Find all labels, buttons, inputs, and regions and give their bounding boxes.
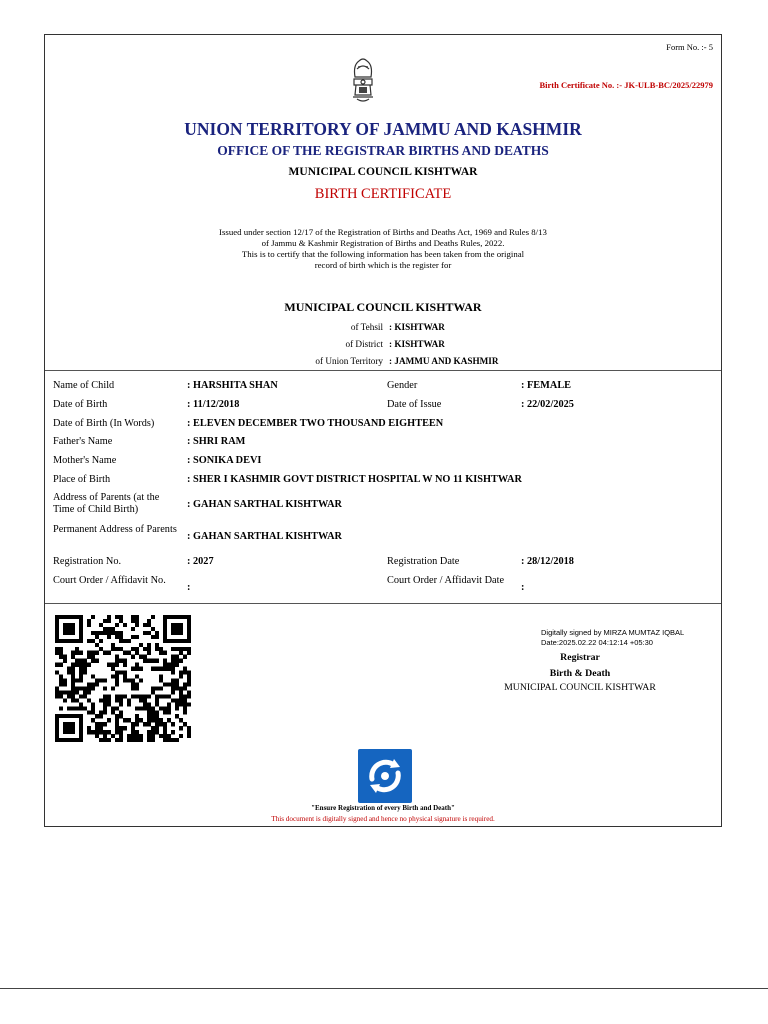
court-order-no-label: Court Order / Affidavit No.: [53, 575, 166, 586]
union-territory-label: of Union Territory: [315, 356, 383, 366]
address-at-birth-value: : GAHAN SARTHAL KISHTWAR: [187, 499, 342, 510]
divider: [45, 603, 721, 604]
court-order-date-value: :: [521, 582, 525, 593]
slogan: "Ensure Registration of every Birth and Death": [311, 804, 455, 812]
date-of-issue-label: Date of Issue: [387, 399, 442, 410]
registration-date-label: Registration Date: [387, 556, 460, 567]
court-order-date-label: Court Order / Affidavit Date: [387, 575, 505, 586]
national-emblem-icon: [345, 55, 381, 107]
intro-line: This is to certify that the following information has been taken from the original: [241, 249, 525, 259]
address-at-birth-label: Address of Parents (at the Time of Child Birth): [53, 492, 160, 515]
digital-signature-date: Date:2025.02.22 04:12:14 +05:30: [541, 638, 653, 647]
child-name-value: : HARSHITA SHAN: [187, 380, 278, 391]
registrar-office: MUNICIPAL COUNCIL KISHTWAR: [504, 682, 656, 693]
title-union-territory: UNION TERRITORY OF JAMMU AND KASHMIR: [184, 119, 582, 139]
child-name-label: Name of Child: [53, 380, 115, 391]
mother-name-value: : SONIKA DEVI: [187, 455, 262, 466]
district-label: of District: [345, 339, 383, 349]
intro-line: Issued under section 12/17 of the Registration of Births and Deaths Act, 1969 and Rules 8/13: [219, 227, 547, 237]
page-bottom-rule: [0, 988, 768, 989]
intro-text: [45, 227, 721, 271]
court-order-no-value: :: [187, 582, 191, 593]
place-of-birth-label: Place of Birth: [53, 474, 111, 485]
office-name: MUNICIPAL COUNCIL KISHTWAR: [284, 300, 482, 314]
birth-certificate-number: Birth Certificate No. :- JK-ULB-BC/2025/22979: [539, 80, 713, 90]
tehsil-value: : KISHTWAR: [389, 322, 445, 332]
form-number: Form No. :- 5: [666, 42, 713, 52]
divider: [45, 370, 721, 371]
gender-value: : FEMALE: [521, 380, 572, 391]
crs-logo-icon: [358, 749, 412, 803]
registration-date-value: : 28/12/2018: [521, 556, 574, 567]
intro-line: record of birth which is the register for: [314, 260, 452, 270]
title-birth-certificate: BIRTH CERTIFICATE: [314, 186, 452, 202]
registration-no-label: Registration No.: [53, 556, 122, 567]
father-name-label: Father's Name: [53, 436, 113, 447]
place-of-birth-value: : SHER I KASHMIR GOVT DISTRICT HOSPITAL W NO 11 KISHTWAR: [187, 474, 522, 485]
digital-signature-line: Digitally signed by MIRZA MUMTAZ IQBAL: [541, 628, 685, 637]
intro-line: of Jammu & Kashmir Registration of Births and Deaths Rules, 2022.: [261, 238, 505, 248]
registrar-title: Registrar: [560, 652, 600, 663]
title-municipal-council: MUNICIPAL COUNCIL KISHTWAR: [288, 166, 478, 178]
gender-label: Gender: [387, 380, 418, 391]
district-value: : KISHTWAR: [389, 339, 445, 349]
dob-words-value: : ELEVEN DECEMBER TWO THOUSAND EIGHTEEN: [187, 418, 444, 429]
permanent-address-value: : GAHAN SARTHAL KISHTWAR: [187, 531, 342, 542]
certificate-frame: [44, 34, 722, 827]
tehsil-label: of Tehsil: [350, 322, 383, 332]
registrar-department: Birth & Death: [549, 668, 611, 679]
date-of-issue-value: : 22/02/2025: [521, 399, 574, 410]
digital-signature-note: This document is digitally signed and hence no physical signature is required.: [271, 815, 495, 823]
title-registrar-office: OFFICE OF THE REGISTRAR BIRTHS AND DEATHS: [217, 143, 549, 158]
permanent-address-label: Permanent Address of Parents: [53, 524, 177, 535]
union-territory-value: : JAMMU AND KASHMIR: [389, 356, 499, 366]
father-name-value: : SHRI RAM: [187, 436, 246, 447]
digital-signature: [541, 628, 684, 648]
qr-code: [55, 615, 191, 742]
dob-value: : 11/12/2018: [187, 399, 240, 410]
dob-words-label: Date of Birth (In Words): [53, 418, 155, 429]
dob-label: Date of Birth: [53, 399, 108, 410]
registration-no-value: : 2027: [187, 556, 214, 567]
mother-name-label: Mother's Name: [53, 455, 117, 466]
